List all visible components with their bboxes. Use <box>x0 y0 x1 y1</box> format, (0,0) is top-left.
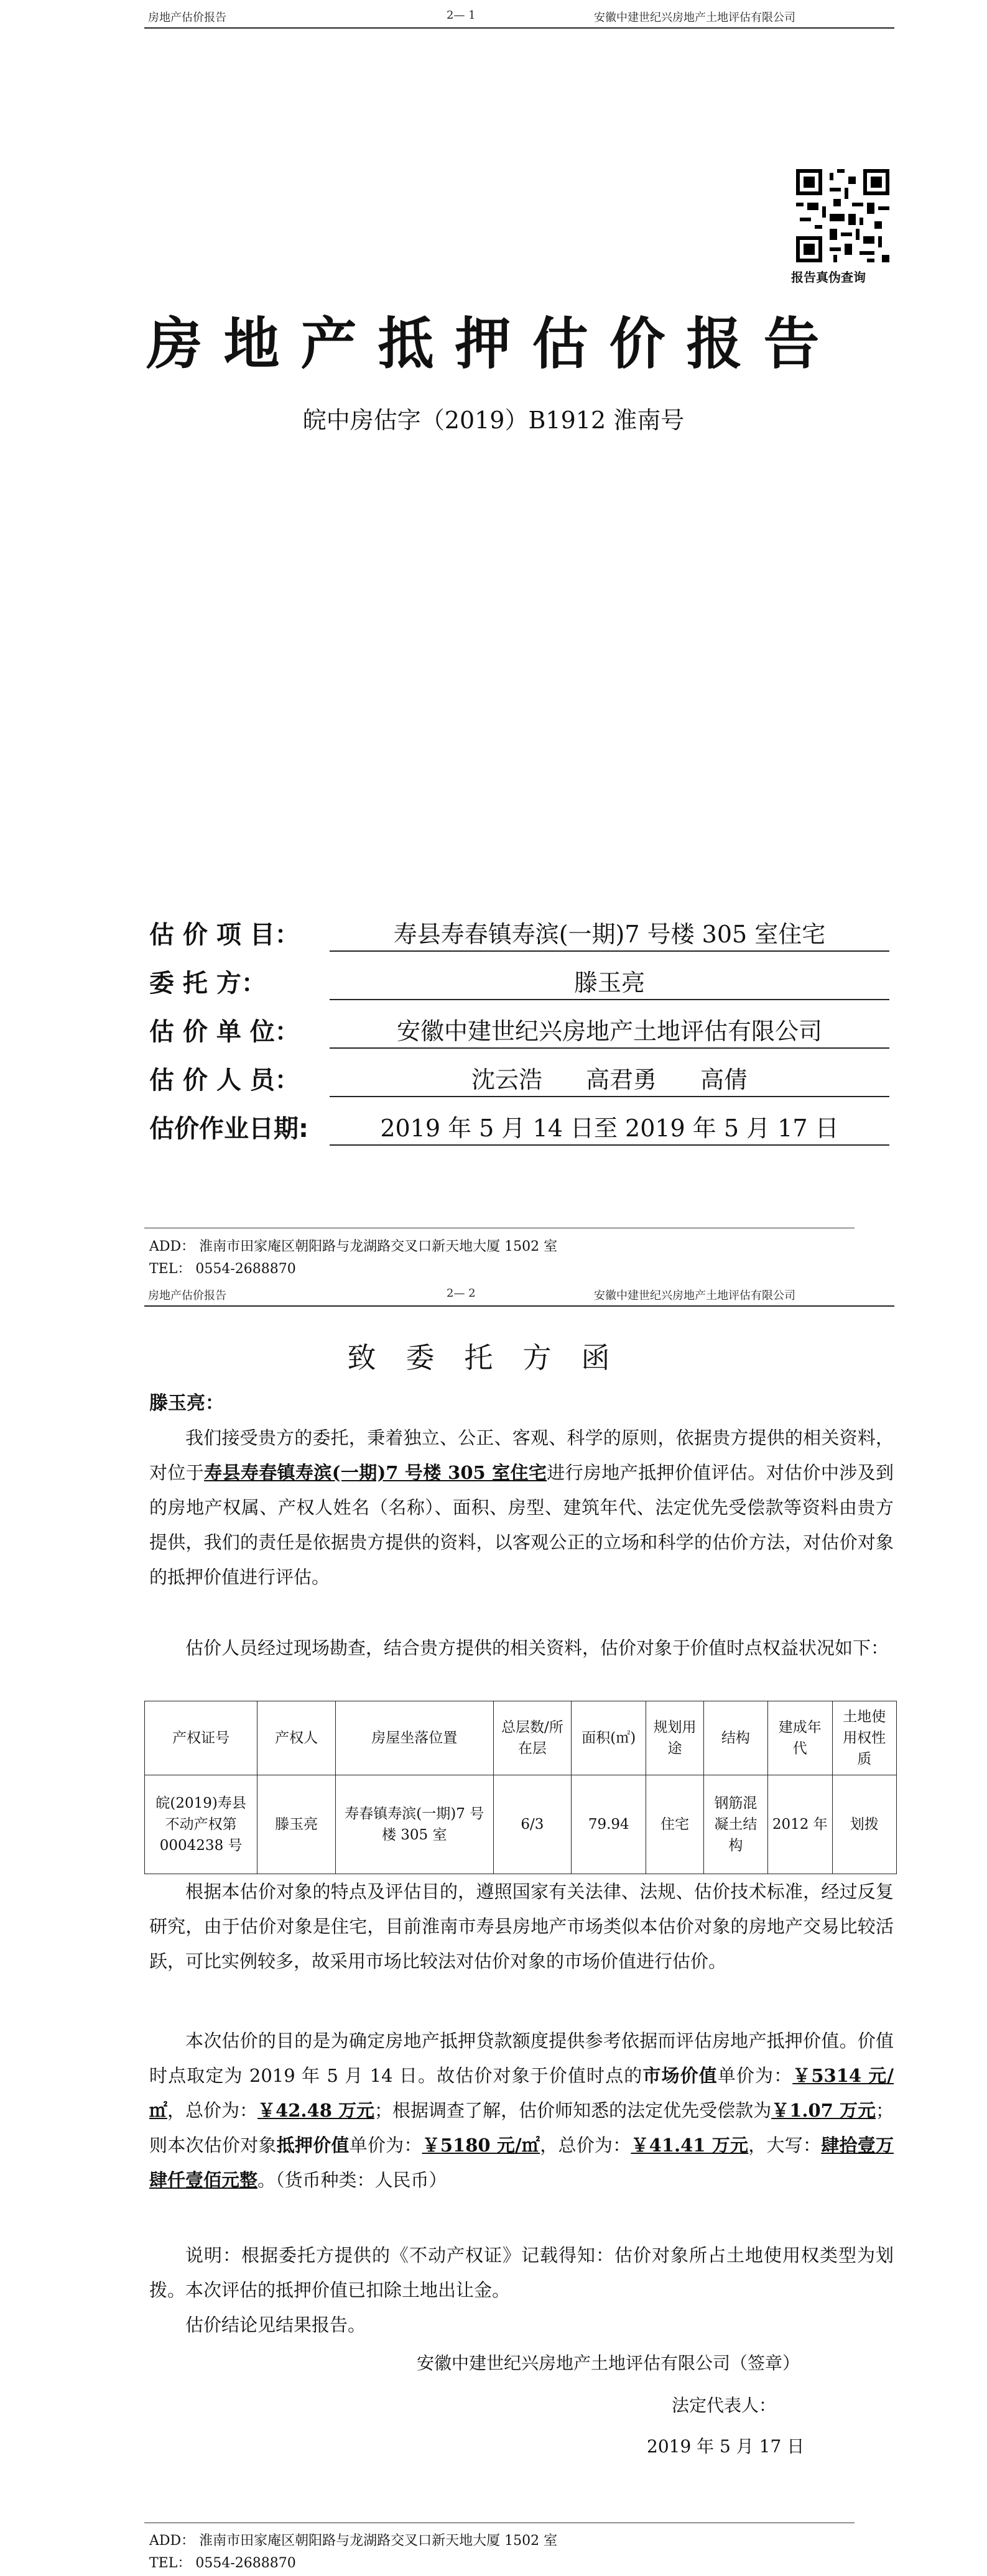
column-header: 房屋坐落位置 <box>335 1701 493 1775</box>
market-value-label: 市场价值 <box>642 2065 718 2086</box>
column-header: 土地使用权性质 <box>832 1701 897 1775</box>
company-signature: 安徽中建世纪兴房地产土地评估有限公司（签章） <box>417 2353 800 2373</box>
paragraph-method: 根据本估价对象的特点及评估目的，遵照国家有关法律、法规、估价技术标准，经过反复研究，由于估价对象是住宅，目前淮南市寿县房地产市场类似本估价对象的房地产交易比较活跃，可比实例较多，故采用市场比较法对估价对象的市场价值进行估价。 <box>149 1881 894 1972</box>
field-label: 估 价 人 员： <box>149 1066 300 1095</box>
table-cell: 滕玉亮 <box>257 1775 336 1874</box>
footer-tel: TEL： 0554-2688870 <box>149 1261 296 1277</box>
column-header: 产权人 <box>257 1701 336 1775</box>
field-value: 寿县寿春镇寿滨(一期)7 号楼 305 室住宅 <box>330 915 889 952</box>
header-rule <box>144 27 894 29</box>
field-appraisers <box>149 1060 896 1098</box>
table-cell: 皖(2019)寿县不动产权第 0004238 号 <box>145 1775 257 1874</box>
field-client <box>149 964 896 1001</box>
field-value <box>330 1060 889 1097</box>
table-cell: 划拨 <box>832 1775 897 1874</box>
footer-address: ADD： 淮南市田家庵区朝阳路与龙湖路交叉口新天地大厦 1502 室 <box>149 2533 558 2549</box>
signature-date: 2019 年 5 月 17 日 <box>647 2436 805 2457</box>
mortgage-total-price: ￥41.41 万元 <box>631 2135 749 2156</box>
field-value: 安徽中建世纪兴房地产土地评估有限公司 <box>330 1012 889 1049</box>
letter-title: 致委托方函 <box>347 1341 640 1374</box>
paragraph-conclusion: 估价结论见结果报告。 <box>185 2314 366 2335</box>
footer-tel: TEL： 0554-2688870 <box>149 2555 296 2571</box>
paragraph-valuation: 本次估价的目的是为确定房地产抵押贷款额度提供参考依据而评估房地产抵押价值。价值时点取定为 2019 年 5 月 14 日。故估价对象于价值时点的市场价值单价为：￥5314 元/㎡，总价为：￥42.48 万元；根据调查了解，估价师知悉的法定优先受偿款为￥1.07 万元；则本次估价对象抵押价值单价为：￥5180 元/㎡，总价为：￥41.41 万元，大写：肆拾壹万肆仟壹佰元整。（货币种类：人民币） <box>149 2030 894 2191</box>
table-cell: 6/3 <box>493 1775 572 1874</box>
column-header: 面积(㎡) <box>572 1701 646 1775</box>
column-header: 总层数/所在层 <box>493 1701 572 1775</box>
property-address: 寿县寿春镇寿滨(一期)7 号楼 305 室住宅 <box>204 1462 547 1483</box>
table-cell: 寿春镇寿滨(一期)7 号楼 305 室 <box>335 1775 493 1874</box>
table-row <box>145 1775 897 1874</box>
appraiser-name: 高倩 <box>700 1066 748 1093</box>
column-header: 产权证号 <box>145 1701 257 1775</box>
field-label: 估 价 项 目： <box>149 921 300 949</box>
field-project <box>149 915 896 952</box>
salutation: 滕玉亮： <box>149 1392 224 1414</box>
header-left: 房地产估价报告 <box>148 1289 226 1302</box>
field-value: 2019 年 5 月 14 日至 2019 年 5 月 17 日 <box>330 1109 889 1146</box>
legal-representative: 法定代表人： <box>672 2395 777 2416</box>
header-right: 安徽中建世纪兴房地产土地评估有限公司 <box>594 11 795 24</box>
appraiser-name: 高君勇 <box>585 1066 657 1093</box>
paragraph-intro: 我们接受贵方的委托，秉着独立、公正、客观、科学的原则，依据贵方提供的相关资料，对位于寿县寿春镇寿滨(一期)7 号楼 305 室住宅进行房地产抵押价值评估。对估价中涉及到的房地产权属、产权人姓名（名称）、面积、房型、建筑年代、法定优先受偿款等资料由贵方提供，我们的责任是依据贵方提供的资料，以客观公正的立场和科学的估价方法，对估价对象的抵押价值进行评估。 <box>149 1427 894 1588</box>
paragraph-note: 说明：根据委托方提供的《不动产权证》记载得知：估价对象所占土地使用权类型为划拨。本次评估的抵押价值已扣除土地出让金。 <box>149 2245 894 2301</box>
field-label: 委 托 方： <box>149 969 266 998</box>
document-number: 皖中房估字（2019）B1912 淮南号 <box>302 407 685 434</box>
market-unit-price: ￥5314 元/㎡ <box>149 2065 894 2121</box>
table-cell: 79.94 <box>572 1775 646 1874</box>
header-rule <box>144 1305 894 1307</box>
column-header: 规划用途 <box>646 1701 703 1775</box>
qr-caption: 报告真伪查询 <box>791 270 866 285</box>
field-value: 滕玉亮 <box>330 964 889 1000</box>
header-page-number: 2— 2 <box>447 1287 476 1300</box>
field-appraiser-company <box>149 1012 896 1049</box>
footer-address: ADD： 淮南市田家庵区朝阳路与龙湖路交叉口新天地大厦 1502 室 <box>149 1239 558 1254</box>
table-cell: 2012 年 <box>768 1775 832 1874</box>
field-label: 估价作业日期: <box>149 1115 308 1143</box>
mortgage-unit-price: ￥5180 元/㎡ <box>422 2135 540 2156</box>
mortgage-value-label: 抵押价值 <box>276 2135 350 2156</box>
field-work-dates <box>149 1109 896 1146</box>
header-left: 房地产估价报告 <box>148 11 226 24</box>
header-page-number: 2— 1 <box>447 9 476 22</box>
qr-code-icon <box>796 169 889 262</box>
report-title: 房地产抵押估价报告 <box>146 311 841 377</box>
header-right: 安徽中建世纪兴房地产土地评估有限公司 <box>594 1289 795 1302</box>
mortgage-total-in-words: 肆拾壹万肆仟壹佰元整 <box>149 2135 894 2191</box>
property-rights-table <box>144 1701 897 1874</box>
field-label: 估 价 单 位： <box>149 1018 300 1046</box>
table-header-row <box>145 1701 897 1775</box>
column-header: 建成年代 <box>768 1701 832 1775</box>
market-total-price: ￥42.48 万元 <box>257 2100 375 2121</box>
priority-payment: ￥1.07 万元 <box>771 2100 876 2121</box>
paragraph-survey: 估价人员经过现场勘查，结合贵方提供的相关资料，估价对象于价值时点权益状况如下： <box>185 1637 889 1658</box>
appraiser-name: 沈云浩 <box>471 1066 542 1093</box>
table-cell: 钢筋混凝土结构 <box>703 1775 767 1874</box>
column-header: 结构 <box>703 1701 767 1775</box>
table-cell: 住宅 <box>646 1775 703 1874</box>
